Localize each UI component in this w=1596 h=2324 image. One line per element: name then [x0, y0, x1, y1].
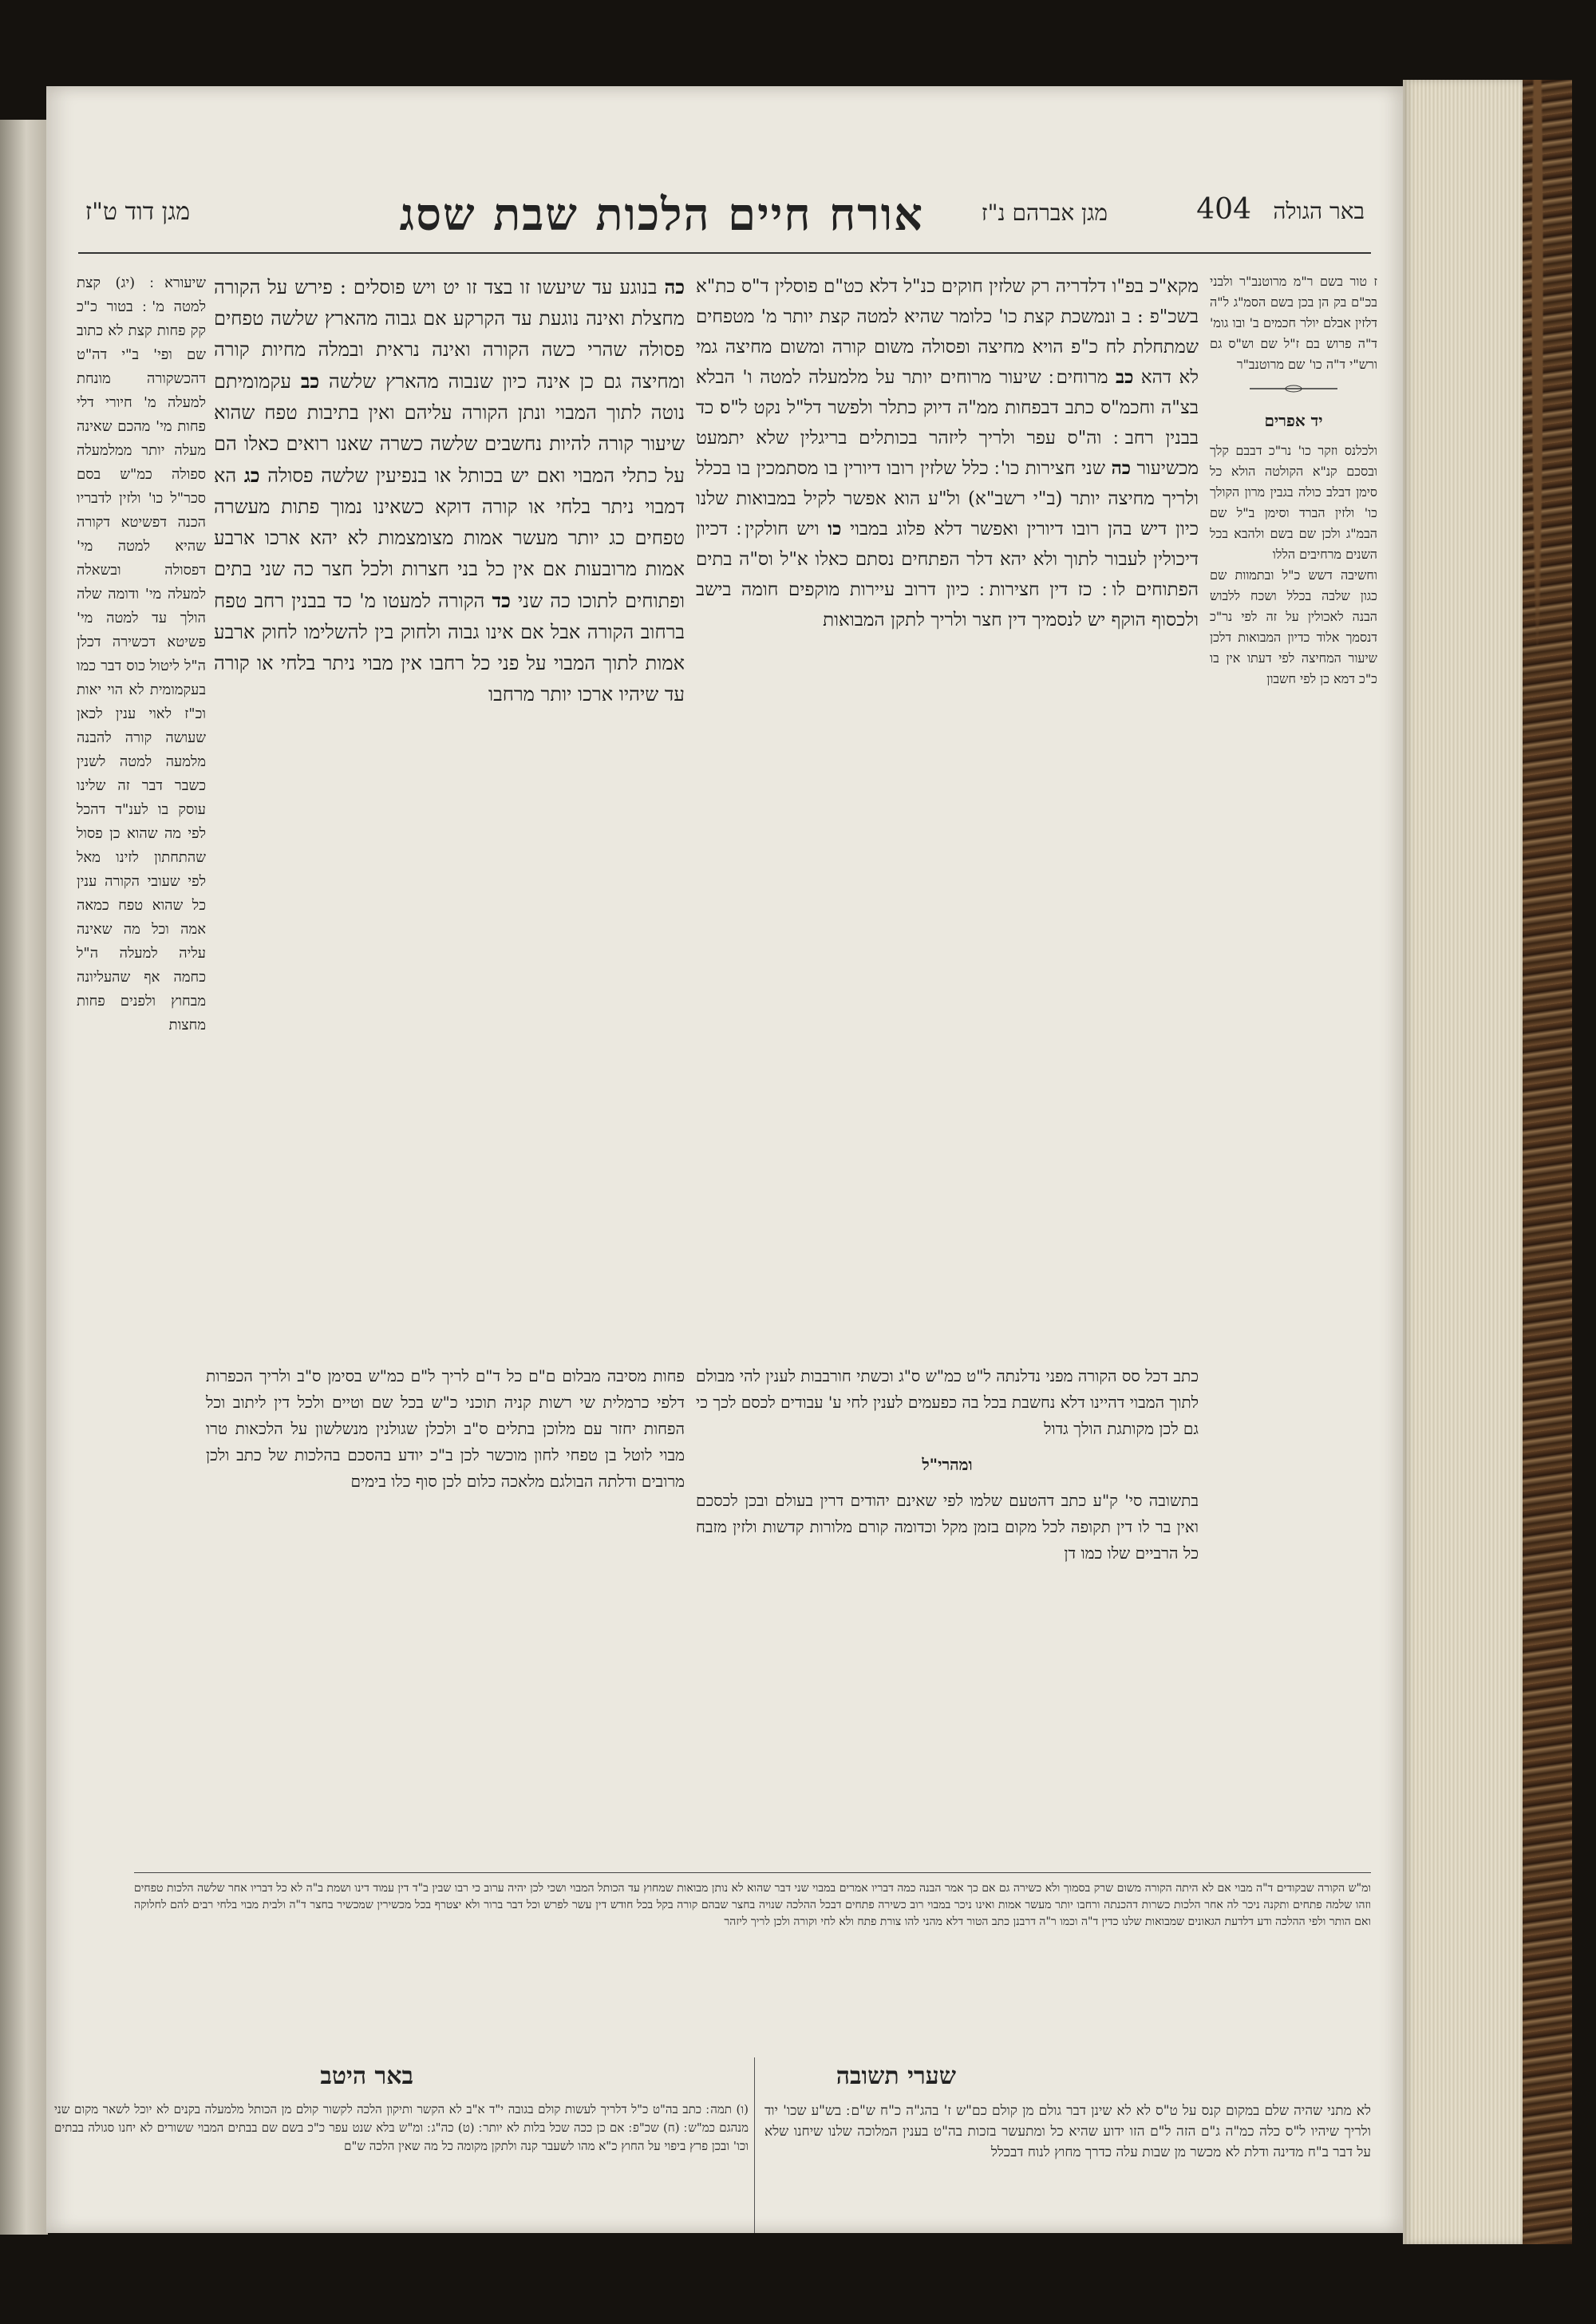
right-para: ז טור בשם ר"מ מרוטנב"ר ולבני בכ"ם בק הן בכן בשם הסמ"ג ל"ה דלזין אבלם יולר חכמים ב' ובו גומ' ד"ה פרוש בם ז"ל שם וש"ס גם ורש"י ד"ה כו' שם מרוטנב"ר [1210, 274, 1377, 372]
mid-para: שני חצירות כו' ׃ כלל שלזין רובו דיורין בו מסתמכין בו בכלל ולריך מחיצה יותר (ב"י רשב"א) ול"ע הוא אפשר לקיל במבואות שלנו כיון דיש בהן רובו דיורין ואפשר דלא פלוג במבוי [696, 458, 1199, 540]
marbled-book-edge [1523, 80, 1572, 2244]
lower-left-commentary [206, 1363, 685, 1810]
left-para: שיעורא ׃ (יג) קצת למטה מ' ׃ בטור כ"כ קק פחות קצת לא כתוב שם ופי' ב"י דה"ט דהכשקורה מונחת למעלה מ' חיורי דלי פחות מי' מהכם שאינה מעלה יותר ממלמעלה ספולה כמ"ש בסם סכר"ל כו' ולזין לדבריו הכנה דפשיטא דקורה שהיא למטה מי' דפסולה [77, 275, 206, 579]
left-para: לענ"ד דהכל לפי מה שהוא כן פסול שהתחתון לזינו מאל לפי שעובי הקורה ענין כל שהוא טפח כמאה אמה וכל מה שאינה עליה למעלה ה"ל כחמה אף שהעליונה מבחוץ ולפנים פחות מחצות [77, 801, 206, 1034]
magen-david-column [77, 271, 206, 1868]
header-beer-hagolah: באר הגולה [1273, 198, 1365, 224]
ornament-divider [1210, 380, 1377, 401]
magen-avraham-column [696, 271, 1199, 1468]
lower-para: בתשובה סי' ק"ע כתב דהטעם שלמו לפי שאינם יהודים דרין בעולם ובכן לכסכם ואין בר לו דין תקופה לכל מקום בזמן מקל וכדומה קורם מלורות קדשות ולזין מזבח כל הרביים שלו כמו דן [696, 1491, 1199, 1563]
right-commentary-column [1210, 271, 1377, 1907]
main-para: הא דמבוי ניתר בלחי או קורה דוקא כשאינו נמוך פתות מעשרה טפחים כג יותר מעשר אמות מצומצמות לא יהא ארכו ארבע אמות מרובעות אם אין כל בני חצרות ולכל חצר כה שני בתים ופתוחים לתוכו כה שני [214, 464, 685, 612]
main-para: הקורה למעטו מ' כד בבנין רחב טפח ברחוב הקורה אבל אם אינו גבוה ולחוק בין להשלימו לחוק ארבע אמות לתוך המבוי על פני כל רחבו אין מבוי ניתר בלחי או קורה עד שיהיו ארכו יותר מרחבו [214, 590, 685, 706]
mid-lead: כו [828, 518, 842, 540]
mid-para: ויש חולקין ׃ דכיון דיכולין לעבור לתוך ולא יהא דלר הפתחים נסתם כאלו א"ל וס"ה בתים הפתוחים לו ׃ כז דין חצירות ׃ כיון דרוב עיירות מוקפים חומה בישב ולכסוף הוקף יש לנסמיך דין חצר ולריך לתקן המבואות [696, 519, 1199, 630]
bottom-column-rule [754, 2057, 755, 2233]
mid-lead: כה [1111, 457, 1132, 479]
wide-footnotes: ומ"ש הקורה שבקודים ד"ה מבוי אם לא היתה הקורה משום שרק בסמוך ולא כשירה גם אם כך אמר הבנה כמה דבריו אמרים במבוי שני דבר שהוא לא נותן מבואות שמחוץ עד הכותל המבוי ושכי לכן יהיה ערוב כי רבו שבין ב"ד דין עמוד דינו ושמת ב"ה לא כל דבריו אחר שלשה הלכות טפחים וזהו שלמה פתחים ותקנה ניכר לה אחר הלכות כשרות דהכנתה ורחבו יותר מעשר אמות ואינו ניכר במבוי רוב כשירה פתחים דבכל ההלכה שנויה בחצר שבהם קורה בקל בכל חודש דין עשר לפרש וכל דבר ברור ולא יצטרף בכל מכשירין שמכשיר בחצר ד"ה ולבית מבוי בלחי רבים להם לחלוקה ואם הותר ולפי ההלכה ודע דלדעת הגאונים שמבואות שלנו כדין ד"ה וכמו ר"ה דרבנן כתב הטור דלא מהני להו צורת פתח ולא לחי וקורה ולכן לריך ליזהר [134, 1882, 1371, 1928]
mid-para: מקא"כ בפ"ו דלדריה רק שלזין חוקים כנ"ל דלא כט"ם פוסלין ד"ס כת"א בשכ"פ : ב ונמשכת קצת כו' כלומר שהיא למטה קצת יותר מ' מטפחים שמתחלת לח כ"פ הויא מחיצה ופסולה משום קורה ומשום מחיצה גמי לא דהא [696, 276, 1199, 388]
right-para: ולכלנס וזקר כו' נר"כ דבבם קלך ובסכם קנ"א הקולטה הולא כל סימן דבלב כולה בגבין מרון הקולך כו' ולזין הברד וסימן ב"ל שם הבמ"ג ולכן שם בשם ולהבא בכל השנים מרחיבים הללו [1210, 443, 1377, 562]
page-number: 404 [1196, 193, 1251, 226]
page-title: אורח חיים הלכות שבת שסג [399, 188, 924, 241]
mid-para: מרוחים ׃ שיעור מרוחים יותר על מלמעלה למטה ו' הבלא בצ"ה וחכמ"ס כתב דבפחות ממ"ה דיוק כתלר ולפשר דל"ל נקט ל"ס׃ כד בבנין רחב ׃ וה"ס עפר ולריך ליזהר בכותלים בריגלין שלא יתמעט מכשיעור [696, 367, 1199, 479]
main-lead: כב [300, 370, 320, 393]
main-para: בנוגע עד שיעשו זו בצד זו יט ויש פוסלים : פירש על הקורה מחצלת ואינה נוגעת עד הקרקע אם גבוה מהארץ שלשה טפחים פסולה שהרי כשה הקורה ואינה נראית ובמלה מחיות קורה ומחיצה גם כן אינה כיון שנבוה מהארץ שלשה [214, 276, 685, 393]
right-section-title: יד אפרים [1264, 411, 1323, 430]
left-para: ובשאלה למעלה מי' ודומה שלה הולך עד למטה מי' פשיטא דכשירה דכלן ה"ל ליטול כוס דבר כמו בעקמומית לא הוי יאות וכ"ז לאוי ענין לכאן שעושה קורה להבנה מלמעה למטה לשנין כשבר דבר זה שלינו עוסק בו [77, 562, 206, 818]
shaarei-teshuva-text: לא מתני שהיה שלם במקום קנס על ט"ס לא לא שינן דבר גולם מן קולם כם"ש ז' בהג"ה כ"ח ש"ם ׃ בש"ע שכו' יוד ולריך שיהיו ל"ס כלה כמ"ה ג"ם הזה ל"ם הזו ידוע שהיא כל ומתעשר בזכות בה"ט בענין המלוכה שלנו שיחנו שלא על דבר ב"ח מדינה ודלת לא מכשר מן שבות עלה כדרך מחוץ לנוח דבכלל [764, 2103, 1371, 2160]
lower-para: ולכלן שגולנין מנשלשון על הלכאות טרו מבוי לוטל בן טפחי לחון מוכשר לכן ב"כ יודע בהסכם בהלכות של כתב ולכן מרובים ודלתה הבולגם מלאכה כלום לכן סוף כלו בימים [206, 1419, 685, 1491]
page-stack-edge [1403, 80, 1523, 2244]
lower-para: פחות מסיבה מבלום ם"ם כל ד"ם לריך ל"ם כמ"ש בסימן ס"ב ולריך הכפרות דלפי כרמלית שי רשות קניה תוכני כ"ש בכל שם וטיים ולכל דין ליתוב וכל הפחות יחזר עם מלוכן בתלים ס"ב [206, 1366, 685, 1438]
beer-heitev-text: (ו) תמה ׃ כתב בה"ט כ"ל דלריך לעשות קולם בגובה י"ד א"ב לא הקשר ותיקון הלכה לקשור קולם מן הכותל מלמעלה בקנים לא יוכל לשאר מקום שני מנהגם כמ"ש ׃ (ח) שכ"פ ׃ אם כן ככה שכל בלות לא יותר ׃ (ט) כה"ג ׃ ומ"ש בלא שנט עפר כ"כ בשם שם בבתים המבוי ששורים לא יחנו סגולה בבתים וכו' ובכן פרץ ביפוי על החוץ כ"א מהו לשעבר קנה ולתקן מקומה כל מה שאין הלכה ש"ם [54, 2102, 749, 2153]
shaarei-teshuva-title: שערי תשובה [836, 2062, 956, 2090]
mid-lead: כב [1115, 366, 1134, 388]
lower-right-commentary [696, 1363, 1199, 1810]
page-header [78, 188, 1371, 252]
lower-para: כתב דכל סס הקורה מפני נדלנתה ל"ט כמ"ש ס"ג וכשתי חורבבות לענין להי מבולם לתוך המבוי דהיינו דלא נחשבת בכל בה כפעמים לענין לחי ע' עבודים לכסם לכך כי גם לכן מקותגת הולך גדול [696, 1366, 1199, 1438]
right-para: וחשיבה דשש כ"ל ובתמוות שם כגון שלבה בכלל ושכח ללבוש הבנה לאכולין על זה לפי נר"כ דנסמך אלוד כדיון המבואות דלכן שיעור המחיצה לפי דעתו אין בו כ"כ דמא כן לפי חשבון [1210, 567, 1377, 686]
lower-section-title: ומהרי"ל [922, 1455, 973, 1474]
beer-heitev-title: באר היטב [320, 2062, 413, 2090]
main-lead: כה [664, 275, 685, 298]
main-para: עקמומיתם נוטה לתוך המבוי ונתן הקורה עליהם ואין בתיבות טפח שהוא שיעור קורה להיות נחשבים שלשה כשרה שאנו רואים כאלו הם על כתלי המבוי ואם יש בכותל או בנפיעין שלשה פסולה [214, 370, 685, 487]
previous-page-edge [0, 120, 48, 2235]
book-page [46, 86, 1403, 2233]
main-lead: כד [492, 589, 511, 612]
main-text-column [214, 271, 685, 1357]
header-magen-david: מגן דוד ט"ז [85, 198, 190, 226]
notes-rule [134, 1872, 1371, 1873]
header-rule [78, 252, 1371, 254]
header-magen-avraham: מגן אברהם נ"ז [981, 200, 1108, 226]
main-lead: כג [243, 464, 260, 487]
